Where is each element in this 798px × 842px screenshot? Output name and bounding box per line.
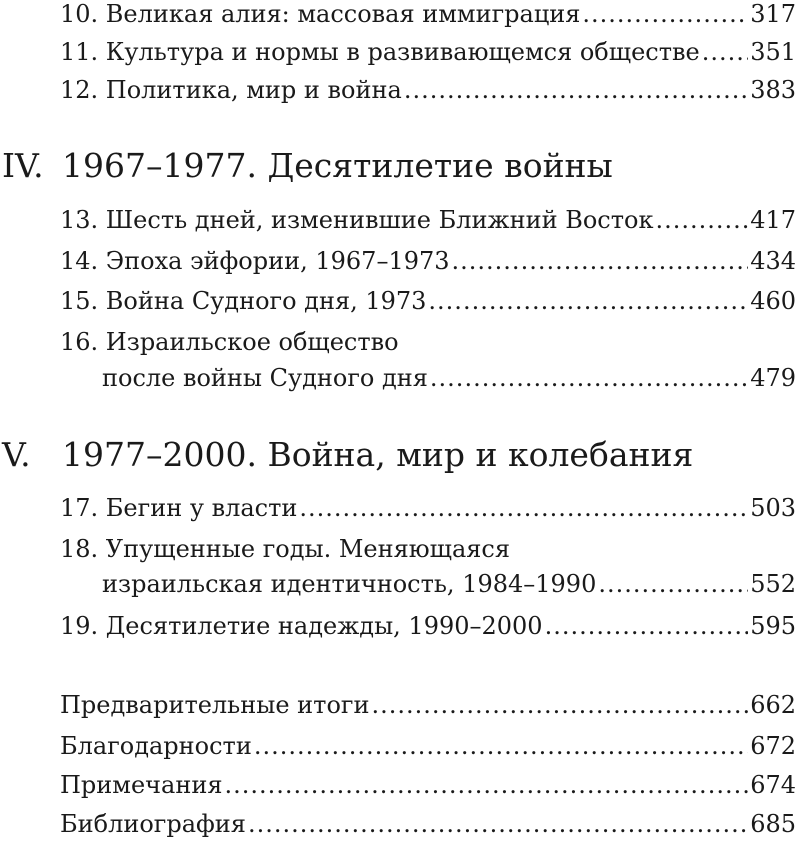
toc-entry-chapter-15[interactable] <box>60 283 796 319</box>
toc-entry-bibliography[interactable] <box>60 806 796 842</box>
chapter-title: израильская идентичность, 1984–1990 <box>102 570 597 598</box>
section-title: Библиография <box>60 810 246 838</box>
part-roman-numeral: IV. <box>2 146 44 185</box>
page-number: 383 <box>750 76 796 104</box>
dot-leader <box>655 202 748 238</box>
dot-leader <box>428 283 748 319</box>
chapter-title: 13. Шесть дней, изменившие Ближний Восток <box>60 206 654 234</box>
chapter-title: 10. Великая алия: массовая иммиграция <box>60 0 581 28</box>
chapter-title: 12. Политика, мир и война <box>60 76 402 104</box>
toc-entry-chapter-17[interactable] <box>60 490 796 526</box>
section-title: Примечания <box>60 771 223 799</box>
page-number: 317 <box>750 0 796 28</box>
toc-entry-chapter-16[interactable] <box>102 360 796 396</box>
chapter-title: 14. Эпоха эйфории, 1967–1973 <box>60 247 450 275</box>
part-heading-iv[interactable] <box>2 141 613 191</box>
chapter-title: 18. Упущенные годы. Меняющаяся <box>60 535 511 563</box>
part-title: 1967–1977. Десятилетие войны <box>62 146 613 185</box>
page-number: 351 <box>750 38 796 66</box>
chapter-title: после войны Судного дня <box>102 364 428 392</box>
page-number: 662 <box>750 691 796 719</box>
toc-entry-chapter-10[interactable] <box>60 0 796 32</box>
chapter-title: 15. Война Судного дня, 1973 <box>60 287 427 315</box>
page-number: 417 <box>750 206 796 234</box>
dot-leader <box>248 806 748 842</box>
part-title: 1977–2000. Война, мир и колебания <box>62 435 694 474</box>
page-number: 685 <box>750 810 796 838</box>
page-number: 672 <box>750 732 796 760</box>
toc-entry-chapter-16-line1[interactable] <box>60 324 399 360</box>
toc-entry-chapter-13[interactable] <box>60 202 796 238</box>
page-number: 434 <box>750 247 796 275</box>
section-title: Благодарности <box>60 732 252 760</box>
dot-leader <box>702 34 748 70</box>
dot-leader <box>598 566 748 602</box>
dot-leader <box>254 728 748 764</box>
chapter-title: 17. Бегин у власти <box>60 494 298 522</box>
chapter-title: 19. Десятилетие надежды, 1990–2000 <box>60 612 543 640</box>
toc-entry-chapter-12[interactable] <box>60 72 796 108</box>
dot-leader <box>404 72 748 108</box>
dot-leader <box>224 767 748 803</box>
page-number: 479 <box>750 364 796 392</box>
toc-entry-notes[interactable] <box>60 767 796 803</box>
dot-leader <box>582 0 748 32</box>
dot-leader <box>430 360 748 396</box>
toc-entry-chapter-18-line1[interactable] <box>60 531 510 567</box>
toc-entry-preliminary-results[interactable] <box>60 687 796 723</box>
part-heading-v[interactable] <box>2 430 693 480</box>
dot-leader <box>452 243 749 279</box>
toc-entry-acknowledgements[interactable] <box>60 728 796 764</box>
chapter-title: 11. Культура и нормы в развивающемся обществе <box>60 38 700 66</box>
dot-leader <box>299 490 748 526</box>
chapter-title: 16. Израильское общество <box>60 328 399 356</box>
section-title: Предварительные итоги <box>60 691 370 719</box>
page-number: 674 <box>750 771 796 799</box>
page-number: 503 <box>750 494 796 522</box>
toc-entry-chapter-11[interactable] <box>60 34 796 70</box>
toc-entry-chapter-14[interactable] <box>60 243 796 279</box>
dot-leader <box>371 687 748 723</box>
toc-entry-chapter-18[interactable] <box>102 566 796 602</box>
page-number: 460 <box>750 287 796 315</box>
page-number: 552 <box>750 570 796 598</box>
page-number: 595 <box>750 612 796 640</box>
dot-leader <box>545 608 749 644</box>
toc-entry-chapter-19[interactable] <box>60 608 796 644</box>
part-roman-numeral: V. <box>2 435 31 474</box>
